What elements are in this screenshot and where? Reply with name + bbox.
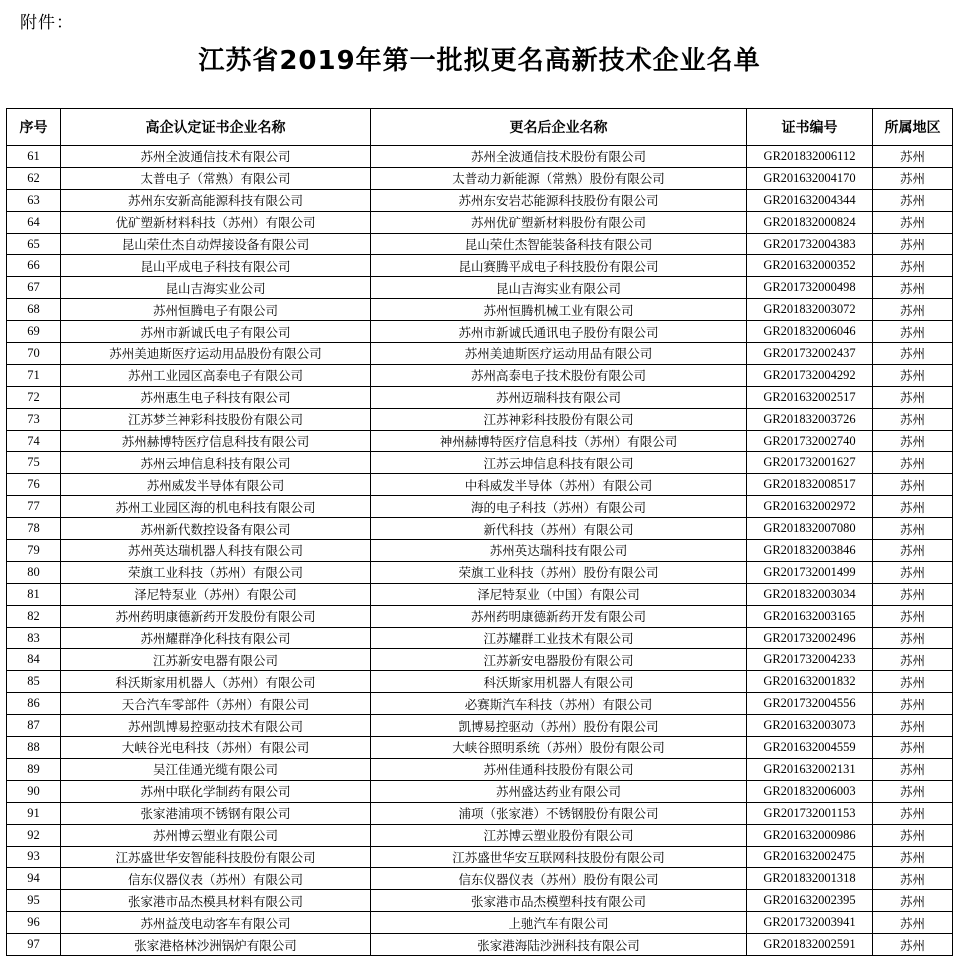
region: 苏州 — [873, 496, 953, 518]
original-company-name: 吴江佳通光缆有限公司 — [61, 758, 371, 780]
table-row — [7, 846, 953, 868]
new-company-name: 昆山吉海实业有限公司 — [371, 277, 747, 299]
certificate-number: GR201832007080 — [747, 518, 873, 540]
certificate-number: GR201632002517 — [747, 386, 873, 408]
new-company-name: 大峡谷照明系统（苏州）股份有限公司 — [371, 737, 747, 759]
new-company-name: 苏州恒腾机械工业有限公司 — [371, 299, 747, 321]
certificate-number: GR201832008517 — [747, 474, 873, 496]
new-company-name: 江苏新安电器股份有限公司 — [371, 649, 747, 671]
certificate-number: GR201732001153 — [747, 802, 873, 824]
row-index: 97 — [7, 934, 61, 956]
region: 苏州 — [873, 233, 953, 255]
original-company-name: 张家港浦项不锈钢有限公司 — [61, 802, 371, 824]
new-company-name: 太普动力新能源（常熟）股份有限公司 — [371, 167, 747, 189]
region: 苏州 — [873, 540, 953, 562]
region: 苏州 — [873, 868, 953, 890]
row-index: 67 — [7, 277, 61, 299]
table-row — [7, 934, 953, 956]
new-company-name: 新代科技（苏州）有限公司 — [371, 518, 747, 540]
original-company-name: 苏州云坤信息科技有限公司 — [61, 452, 371, 474]
row-index: 69 — [7, 321, 61, 343]
row-index: 82 — [7, 605, 61, 627]
new-company-name: 苏州东安岩芯能源科技股份有限公司 — [371, 189, 747, 211]
original-company-name: 苏州英达瑞机器人科技有限公司 — [61, 540, 371, 562]
certificate-number: GR201832006112 — [747, 146, 873, 168]
row-index: 91 — [7, 802, 61, 824]
table-row — [7, 343, 953, 365]
table-row — [7, 780, 953, 802]
new-company-name: 张家港海陆沙洲科技有限公司 — [371, 934, 747, 956]
new-company-name: 中科威发半导体（苏州）有限公司 — [371, 474, 747, 496]
table-row — [7, 715, 953, 737]
row-index: 81 — [7, 583, 61, 605]
new-company-name: 苏州药明康德新药开发有限公司 — [371, 605, 747, 627]
original-company-name: 苏州恒腾电子有限公司 — [61, 299, 371, 321]
certificate-number: GR201732004556 — [747, 693, 873, 715]
row-index: 89 — [7, 758, 61, 780]
region: 苏州 — [873, 146, 953, 168]
table-row — [7, 912, 953, 934]
region: 苏州 — [873, 715, 953, 737]
new-company-name: 昆山赛腾平成电子科技股份有限公司 — [371, 255, 747, 277]
original-company-name: 昆山平成电子科技有限公司 — [61, 255, 371, 277]
region: 苏州 — [873, 474, 953, 496]
row-index: 85 — [7, 671, 61, 693]
certificate-number: GR201732002740 — [747, 430, 873, 452]
region: 苏州 — [873, 277, 953, 299]
row-index: 74 — [7, 430, 61, 452]
certificate-number: GR201632002972 — [747, 496, 873, 518]
original-company-name: 苏州耀群净化科技有限公司 — [61, 627, 371, 649]
table-row — [7, 737, 953, 759]
table-row — [7, 321, 953, 343]
header-new-name: 更名后企业名称 — [371, 109, 747, 146]
table-row — [7, 518, 953, 540]
region: 苏州 — [873, 430, 953, 452]
certificate-number: GR201632000986 — [747, 824, 873, 846]
original-company-name: 苏州市新诚氏电子有限公司 — [61, 321, 371, 343]
region: 苏州 — [873, 802, 953, 824]
table-row — [7, 233, 953, 255]
row-index: 61 — [7, 146, 61, 168]
table-header-row — [7, 109, 953, 146]
certificate-number: GR201632004170 — [747, 167, 873, 189]
region: 苏州 — [873, 167, 953, 189]
row-index: 70 — [7, 343, 61, 365]
row-index: 63 — [7, 189, 61, 211]
new-company-name: 张家港市品杰模塑科技有限公司 — [371, 890, 747, 912]
region: 苏州 — [873, 255, 953, 277]
new-company-name: 苏州高泰电子技术股份有限公司 — [371, 364, 747, 386]
attachment-label: 附件： — [20, 13, 74, 33]
new-company-name: 凯博易控驱动（苏州）股份有限公司 — [371, 715, 747, 737]
original-company-name: 苏州威发半导体有限公司 — [61, 474, 371, 496]
certificate-number: GR201632004344 — [747, 189, 873, 211]
row-index: 84 — [7, 649, 61, 671]
new-company-name: 荣旗工业科技（苏州）股份有限公司 — [371, 561, 747, 583]
region: 苏州 — [873, 189, 953, 211]
certificate-number: GR201832003034 — [747, 583, 873, 605]
certificate-number: GR201732002437 — [747, 343, 873, 365]
table-row — [7, 386, 953, 408]
original-company-name: 苏州药明康德新药开发股份有限公司 — [61, 605, 371, 627]
table-row — [7, 255, 953, 277]
original-company-name: 张家港市品杰模具材料有限公司 — [61, 890, 371, 912]
region: 苏州 — [873, 934, 953, 956]
new-company-name: 江苏盛世华安互联网科技股份有限公司 — [371, 846, 747, 868]
new-company-name: 苏州优矿塑新材料股份有限公司 — [371, 211, 747, 233]
table-row — [7, 627, 953, 649]
original-company-name: 太普电子（常熟）有限公司 — [61, 167, 371, 189]
table-row — [7, 802, 953, 824]
table-row — [7, 211, 953, 233]
certificate-number: GR201632004559 — [747, 737, 873, 759]
original-company-name: 苏州工业园区海的机电科技有限公司 — [61, 496, 371, 518]
certificate-number: GR201732000498 — [747, 277, 873, 299]
table-row — [7, 540, 953, 562]
table-row — [7, 890, 953, 912]
region: 苏州 — [873, 671, 953, 693]
table-row — [7, 824, 953, 846]
row-index: 83 — [7, 627, 61, 649]
certificate-number: GR201832006003 — [747, 780, 873, 802]
new-company-name: 江苏神彩科技股份有限公司 — [371, 408, 747, 430]
row-index: 76 — [7, 474, 61, 496]
certificate-number: GR201732004383 — [747, 233, 873, 255]
certificate-number: GR201832006046 — [747, 321, 873, 343]
certificate-number: GR201632001832 — [747, 671, 873, 693]
row-index: 86 — [7, 693, 61, 715]
table-row — [7, 189, 953, 211]
original-company-name: 张家港格林沙洲锅炉有限公司 — [61, 934, 371, 956]
new-company-name: 苏州盛达药业有限公司 — [371, 780, 747, 802]
original-company-name: 苏州惠生电子科技有限公司 — [61, 386, 371, 408]
new-company-name: 江苏耀群工业技术有限公司 — [371, 627, 747, 649]
new-company-name: 苏州市新诚氏通讯电子股份有限公司 — [371, 321, 747, 343]
original-company-name: 江苏盛世华安智能科技股份有限公司 — [61, 846, 371, 868]
company-rename-table — [6, 108, 953, 956]
original-company-name: 天合汽车零部件（苏州）有限公司 — [61, 693, 371, 715]
certificate-number: GR201632003073 — [747, 715, 873, 737]
table-row — [7, 430, 953, 452]
region: 苏州 — [873, 321, 953, 343]
region: 苏州 — [873, 890, 953, 912]
row-index: 92 — [7, 824, 61, 846]
row-index: 87 — [7, 715, 61, 737]
original-company-name: 苏州博云塑业有限公司 — [61, 824, 371, 846]
row-index: 90 — [7, 780, 61, 802]
row-index: 93 — [7, 846, 61, 868]
original-company-name: 大峡谷光电科技（苏州）有限公司 — [61, 737, 371, 759]
region: 苏州 — [873, 211, 953, 233]
original-company-name: 昆山荣仕杰自动焊接设备有限公司 — [61, 233, 371, 255]
original-company-name: 江苏新安电器有限公司 — [61, 649, 371, 671]
row-index: 72 — [7, 386, 61, 408]
region: 苏州 — [873, 737, 953, 759]
original-company-name: 苏州凯博易控驱动技术有限公司 — [61, 715, 371, 737]
certificate-number: GR201832003846 — [747, 540, 873, 562]
original-company-name: 苏州新代数控设备有限公司 — [61, 518, 371, 540]
row-index: 77 — [7, 496, 61, 518]
original-company-name: 荣旗工业科技（苏州）有限公司 — [61, 561, 371, 583]
region: 苏州 — [873, 649, 953, 671]
original-company-name: 科沃斯家用机器人（苏州）有限公司 — [61, 671, 371, 693]
new-company-name: 海的电子科技（苏州）有限公司 — [371, 496, 747, 518]
table-row — [7, 299, 953, 321]
original-company-name: 苏州东安新高能源科技有限公司 — [61, 189, 371, 211]
table-row — [7, 167, 953, 189]
region: 苏州 — [873, 386, 953, 408]
table-row — [7, 474, 953, 496]
row-index: 94 — [7, 868, 61, 890]
region: 苏州 — [873, 912, 953, 934]
certificate-number: GR201632000352 — [747, 255, 873, 277]
original-company-name: 江苏梦兰神彩科技股份有限公司 — [61, 408, 371, 430]
new-company-name: 江苏博云塑业股份有限公司 — [371, 824, 747, 846]
header-index: 序号 — [7, 109, 61, 146]
row-index: 96 — [7, 912, 61, 934]
row-index: 71 — [7, 364, 61, 386]
new-company-name: 苏州佳通科技股份有限公司 — [371, 758, 747, 780]
new-company-name: 江苏云坤信息科技有限公司 — [371, 452, 747, 474]
original-company-name: 苏州全波通信技术有限公司 — [61, 146, 371, 168]
row-index: 73 — [7, 408, 61, 430]
new-company-name: 上驰汽车有限公司 — [371, 912, 747, 934]
new-company-name: 苏州迈瑞科技有限公司 — [371, 386, 747, 408]
certificate-number: GR201832003726 — [747, 408, 873, 430]
table-row — [7, 605, 953, 627]
new-company-name: 神州赫博特医疗信息科技（苏州）有限公司 — [371, 430, 747, 452]
table-row — [7, 408, 953, 430]
certificate-number: GR201732001627 — [747, 452, 873, 474]
row-index: 66 — [7, 255, 61, 277]
table-row — [7, 671, 953, 693]
original-company-name: 苏州益茂电动客车有限公司 — [61, 912, 371, 934]
row-index: 80 — [7, 561, 61, 583]
row-index: 95 — [7, 890, 61, 912]
row-index: 79 — [7, 540, 61, 562]
certificate-number: GR201732001499 — [747, 561, 873, 583]
row-index: 88 — [7, 737, 61, 759]
certificate-number: GR201732003941 — [747, 912, 873, 934]
new-company-name: 信东仪器仪表（苏州）股份有限公司 — [371, 868, 747, 890]
new-company-name: 必赛斯汽车科技（苏州）有限公司 — [371, 693, 747, 715]
certificate-number: GR201832001318 — [747, 868, 873, 890]
table-row — [7, 452, 953, 474]
table-row — [7, 146, 953, 168]
table-row — [7, 758, 953, 780]
certificate-number: GR201632002395 — [747, 890, 873, 912]
original-company-name: 优矿塑新材料科技（苏州）有限公司 — [61, 211, 371, 233]
new-company-name: 苏州全波通信技术股份有限公司 — [371, 146, 747, 168]
region: 苏州 — [873, 627, 953, 649]
certificate-number: GR201832002591 — [747, 934, 873, 956]
row-index: 65 — [7, 233, 61, 255]
region: 苏州 — [873, 518, 953, 540]
table-row — [7, 561, 953, 583]
document-title: 江苏省2019年第一批拟更名高新技术企业名单 — [198, 46, 761, 76]
table-row — [7, 693, 953, 715]
region: 苏州 — [873, 364, 953, 386]
header-region: 所属地区 — [873, 109, 953, 146]
row-index: 68 — [7, 299, 61, 321]
certificate-number: GR201632002131 — [747, 758, 873, 780]
certificate-number: GR201732004292 — [747, 364, 873, 386]
table-row — [7, 496, 953, 518]
table-row — [7, 277, 953, 299]
table-row — [7, 583, 953, 605]
region: 苏州 — [873, 299, 953, 321]
table-row — [7, 868, 953, 890]
new-company-name: 苏州英达瑞科技有限公司 — [371, 540, 747, 562]
region: 苏州 — [873, 693, 953, 715]
certificate-number: GR201632002475 — [747, 846, 873, 868]
new-company-name: 苏州美迪斯医疗运动用品有限公司 — [371, 343, 747, 365]
original-company-name: 信东仪器仪表（苏州）有限公司 — [61, 868, 371, 890]
region: 苏州 — [873, 758, 953, 780]
new-company-name: 泽尼特泵业（中国）有限公司 — [371, 583, 747, 605]
original-company-name: 泽尼特泵业（苏州）有限公司 — [61, 583, 371, 605]
original-company-name: 苏州赫博特医疗信息科技有限公司 — [61, 430, 371, 452]
certificate-number: GR201732004233 — [747, 649, 873, 671]
certificate-number: GR201732002496 — [747, 627, 873, 649]
row-index: 64 — [7, 211, 61, 233]
original-company-name: 苏州中联化学制药有限公司 — [61, 780, 371, 802]
new-company-name: 昆山荣仕杰智能装备科技有限公司 — [371, 233, 747, 255]
table-row — [7, 649, 953, 671]
row-index: 78 — [7, 518, 61, 540]
certificate-number: GR201832003072 — [747, 299, 873, 321]
table-body — [7, 146, 953, 956]
header-original-name: 高企认定证书企业名称 — [61, 109, 371, 146]
region: 苏州 — [873, 408, 953, 430]
region: 苏州 — [873, 824, 953, 846]
region: 苏州 — [873, 846, 953, 868]
row-index: 75 — [7, 452, 61, 474]
region: 苏州 — [873, 343, 953, 365]
certificate-number: GR201832000824 — [747, 211, 873, 233]
original-company-name: 昆山吉海实业公司 — [61, 277, 371, 299]
header-certificate-no: 证书编号 — [747, 109, 873, 146]
region: 苏州 — [873, 780, 953, 802]
original-company-name: 苏州美迪斯医疗运动用品股份有限公司 — [61, 343, 371, 365]
certificate-number: GR201632003165 — [747, 605, 873, 627]
region: 苏州 — [873, 561, 953, 583]
original-company-name: 苏州工业园区高泰电子有限公司 — [61, 364, 371, 386]
region: 苏州 — [873, 583, 953, 605]
table-row — [7, 364, 953, 386]
region: 苏州 — [873, 605, 953, 627]
row-index: 62 — [7, 167, 61, 189]
new-company-name: 科沃斯家用机器人有限公司 — [371, 671, 747, 693]
region: 苏州 — [873, 452, 953, 474]
new-company-name: 浦项（张家港）不锈钢股份有限公司 — [371, 802, 747, 824]
